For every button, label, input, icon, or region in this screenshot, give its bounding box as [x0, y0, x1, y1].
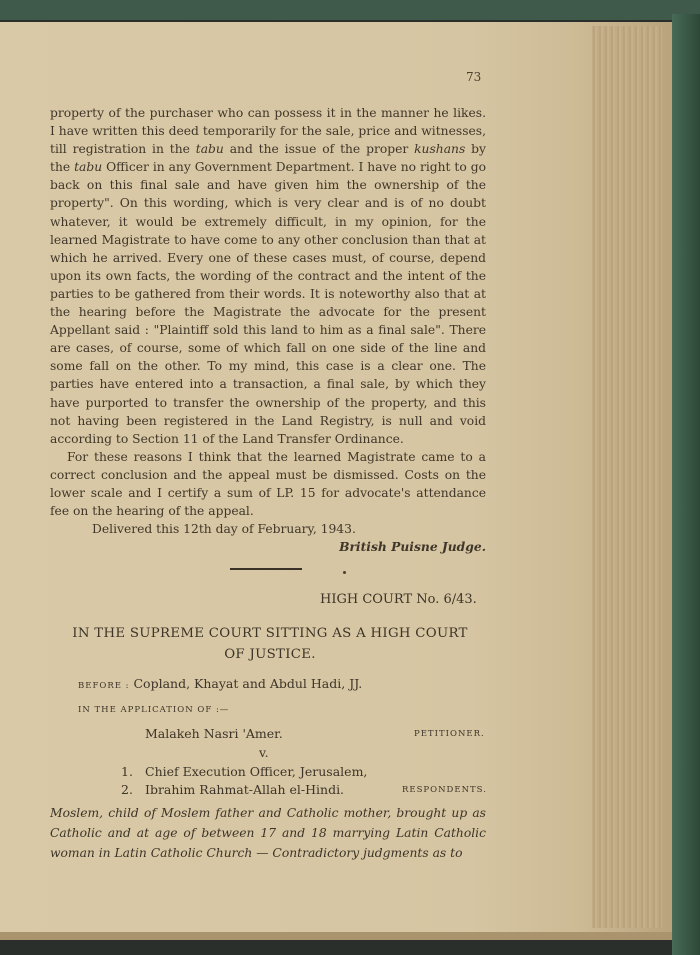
application-label: IN THE APPLICATION OF :— [78, 705, 230, 715]
judgment-text [50, 104, 486, 556]
book-cover-spine [672, 14, 700, 955]
paragraph-2: For these reasons I think that the learned Magistrate came to a correct conclusion and the appeal must be dismissed. Costs on the lower scale and I certify a sum of LP. 15 for advocate's attendance fee on the hearing of the appeal. [50, 449, 486, 519]
before-label: BEFORE : [78, 681, 130, 691]
court-title [52, 623, 488, 665]
court-title-line-1: IN THE SUPREME COURT SITTING AS A HIGH COURT [72, 626, 468, 641]
respondent-2: 2. Ibrahim Rahmat-Allah el-Hindi. [121, 782, 345, 797]
judge-signature: British Puisne Judge. [339, 539, 486, 555]
page-edges [592, 26, 662, 928]
paragraph-1: property of the purchaser who can possess it in the manner he likes. I have written this deed temporarily for the sale, price and witnesses, till registration in the tabu and the issue of the proper kushans by the tabu Officer in any Government Department. I have no right to go back on this final sale and have given him the ownership of the property". On this wording, which is very clear and is of no doubt whatever, it would be extremely difficult, in my opinion, for the learned Magistrate to have come to any other conclusion than that at which he arrived. Every one of these cases must, of course, depend upon its own facts, the wording of the contract and the intent of the parties to be gathered from their words. It is noteworthy also that at the hearing before the Magistrate the advocate for the present Appellant said : "Plaintiff sold this land to him as a final sale". There are cases, of course, some of which fall on one side of the line and some fall on the other. To my mind, this case is a clear one. The parties have entered into a transaction, a final sale, by which they have purported to transfer the ownership of the property, and this not having been registered in the Land Registry, is null and void according to Section 11 of the Land Transfer Ordinance. [50, 106, 486, 446]
respondents-role: RESPONDENTS. [402, 785, 487, 795]
delivered-line: Delivered this 12th day of February, 1943. [92, 522, 356, 537]
bench-line [78, 676, 362, 691]
book-cover-top [0, 0, 700, 20]
headnote: Moslem, child of Moslem father and Catholic mother, brought up as Catholic and at age of between 17 and 18 marrying Latin Catholic woman in Latin Catholic Church — Contradictory judgments as to [50, 806, 486, 860]
divider-dot [343, 571, 346, 574]
petitioner-role: PETITIONER. [414, 729, 485, 739]
case-number: HIGH COURT No. 6/43. [320, 592, 477, 607]
page-number: 73 [466, 70, 482, 84]
versus: v. [259, 745, 269, 760]
respondent-1: 1. Chief Execution Officer, Jerusalem, [121, 764, 368, 779]
judges: Copland, Khayat and Abdul Hadi, JJ. [133, 676, 363, 691]
section-divider [230, 568, 302, 570]
court-title-line-2: OF JUSTICE. [224, 647, 316, 662]
petitioner-name: Malakeh Nasri 'Amer. [145, 726, 283, 741]
